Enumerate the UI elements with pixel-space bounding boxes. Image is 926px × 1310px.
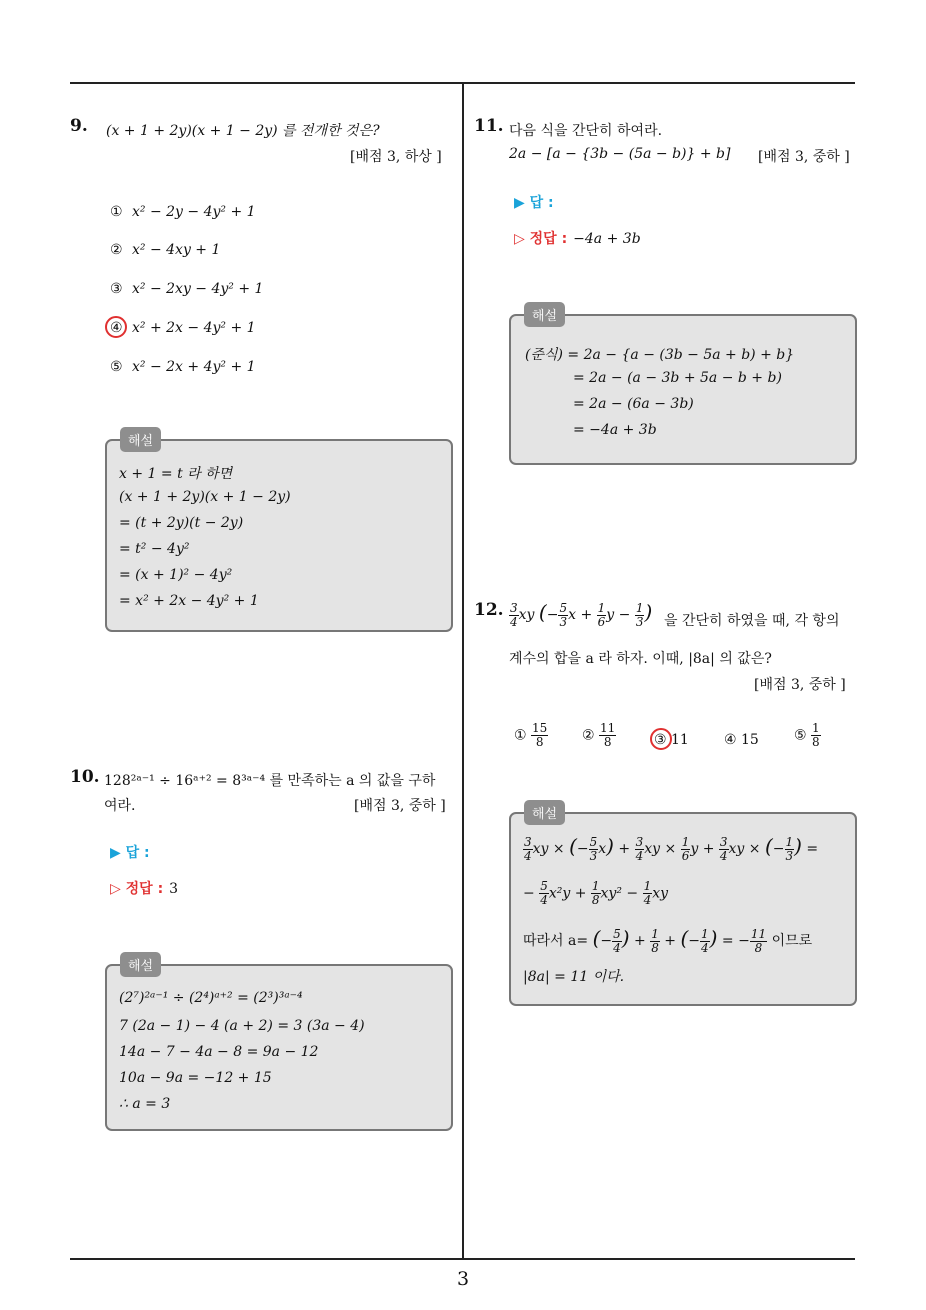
choice-number: ① [514,727,527,744]
q11-score: [배점 3, 중하 ] [758,149,850,165]
q10-sol-line-4: 10a − 9a = −12 + 15 [119,1070,272,1086]
q9-solution-box [105,439,453,632]
q12-answer-circle-icon [650,728,672,750]
q10-sol-line-3: 14a − 7 − 4a − 8 = 9a − 12 [119,1044,319,1060]
q10-solution-tag: 해설 [120,952,161,977]
choice-text: 11 [671,732,689,748]
q11-key [514,228,641,248]
q12-choice-1[interactable] [514,722,548,749]
q10-number: 10. [70,767,100,787]
q12-choice-4[interactable] [724,732,759,748]
q9-choice-4[interactable] [110,320,256,336]
q10-key [110,878,178,898]
fraction: $\frac{1}{3}$ [635,600,644,629]
choice-fraction: $\frac{11}{8}$ [600,721,616,749]
q11-key-value: −4a + 3b [573,231,641,247]
choice-text: x² − 4xy + 1 [132,242,221,258]
choice-fraction: $\frac{1}{8}$ [812,721,820,749]
choice-number: ① [110,204,123,220]
q12-choice-5[interactable] [794,722,821,749]
q10-solution-box [105,964,453,1131]
q9-sol-line-5: = (x + 1)² − 4y² [119,567,233,583]
q9-score: [배점 3, 하상 ] [350,149,442,165]
q9-sol-line-1: x + 1 = t 라 하면 [119,466,233,482]
q11-expression: 2a − [a − {3b − (5a − b)} + b] [509,146,731,162]
q11-sol-line-3: = 2a − (6a − 3b) [573,396,694,412]
q10-sol-line-1: (2⁷)²ᵃ⁻¹ ÷ (2⁴)ᵃ⁺² = (2³)³ᵃ⁻⁴ [119,990,303,1006]
q10-sol-line-2: 7 (2a − 1) − 4 (a + 2) = 3 (3a − 4) [119,1018,365,1034]
q12-score: [배점 3, 중하 ] [754,677,846,693]
choice-number: ⑤ [794,727,807,744]
q12-solution-box [509,812,857,1006]
q9-number: 9. [70,116,88,136]
choice-number: ④ [724,732,737,748]
q12-sol-line-4: |8a| = 11 이다. [523,969,625,985]
fraction: $\frac{3}{4}$ [510,600,518,629]
q9-sol-line-6: = x² + 2x − 4y² + 1 [119,593,259,609]
q11-solution-box [509,314,857,465]
q9-choice-1[interactable] [110,204,256,220]
q11-prompt: 다음 식을 간단히 하여라. [509,123,663,139]
q10-key-value: 3 [169,881,179,897]
choice-text: x² − 2y − 4y² + 1 [132,204,256,220]
choice-number: ④ [110,320,123,336]
q12-sol-line-3: 따라서 a= (− $\frac{5}{4}$ ) + $\frac{1}{8}$ + (− $\frac{1}{4}$ ) = − $\frac{11}{8}$ 이므로 [523,926,813,955]
q9-choice-5[interactable] [110,359,256,375]
choice-number: ② [582,727,595,744]
q12-prompt-expression: $\frac{3}{4}$ xy (− $\frac{5}{3}$ x + $\frac{1}{6}$ y − $\frac{1}{3}$ ) [510,600,653,629]
q12-number: 12. [474,600,504,620]
q9-choice-2[interactable] [110,242,220,258]
q9-sol-line-2: (x + 1 + 2y)(x + 1 − 2y) [119,489,291,505]
q12-sol-line-2: − $\frac{5}{4}$ x²y + $\frac{1}{8}$ xy² − $\frac{1}{4}$ xy [523,879,669,907]
q11-solution-tag: 해설 [524,302,565,327]
q12-solution-tag: 해설 [524,800,565,825]
q12-prompt-line-2: 계수의 합을 a 라 하자. 이때, |8a| 의 값은? [509,651,772,667]
column-divider [462,84,464,1258]
q10-prompt-line-2: 여라. [104,798,136,814]
choice-number: ② [110,242,123,258]
choice-text: x² − 2x + 4y² + 1 [132,359,256,375]
q9-solution-tag: 해설 [120,427,161,452]
q10-answer-label[interactable]: ▶ 답 : [110,845,150,861]
q11-sol-line-4: = −4a + 3b [573,422,657,438]
choice-number: ③ [654,732,667,748]
q12-sol-line-3-suffix: 이므로 [771,933,813,949]
choice-number: ③ [110,281,123,297]
q12-sol-line-1: $\frac{3}{4}$ xy × (− $\frac{5}{3}$ x) + $\frac{3}{4}$ xy × $\frac{1}{6}$ y + $\frac{3}{4}$ xy × (− $\frac{1}{3}$ ) = [524,834,819,863]
q11-key-label: ▷ 정답 : [514,231,568,247]
choice-fraction: $\frac{15}{8}$ [532,721,548,749]
choice-number: ⑤ [110,359,123,375]
bottom-rule [70,1258,855,1260]
q10-sol-line-5: ∴ a = 3 [119,1096,171,1112]
q9-answer-circle-icon [105,316,127,338]
q11-answer-label[interactable]: ▶ 답 : [514,195,554,211]
q9-sol-line-4: = t² − 4y² [119,541,190,557]
q10-score: [배점 3, 중하 ] [354,798,446,814]
q11-number: 11. [474,116,504,136]
fraction: $\frac{5}{3}$ [559,600,568,629]
q12-prompt-tail: 을 간단히 하였을 때, 각 항의 [664,613,840,629]
q11-sol-line-1: (준식) = 2a − {a − (3b − 5a + b) + b} [525,347,795,363]
q9-sol-line-3: = (t + 2y)(t − 2y) [119,515,244,531]
fraction: $\frac{1}{6}$ [597,600,606,629]
q10-prompt-line-1: 128²ᵃ⁻¹ ÷ 16ᵃ⁺² = 8³ᵃ⁻⁴ 를 만족하는 a 의 값을 구하 [104,773,436,789]
q9-choice-3[interactable] [110,281,263,297]
q9-prompt: (x + 1 + 2y)(x + 1 − 2y) 를 전개한 것은? [106,123,380,139]
q10-key-label: ▷ 정답 : [110,881,164,897]
q11-sol-line-2: = 2a − (a − 3b + 5a − b + b) [573,370,782,386]
page-number: 3 [456,1268,470,1290]
q12-sol-line-3-prefix: 따라서 a= [523,933,589,949]
q12-choice-2[interactable] [582,722,616,749]
choice-text: x² + 2x − 4y² + 1 [132,320,256,336]
choice-text: 15 [741,732,759,748]
choice-text: x² − 2xy − 4y² + 1 [132,281,264,297]
